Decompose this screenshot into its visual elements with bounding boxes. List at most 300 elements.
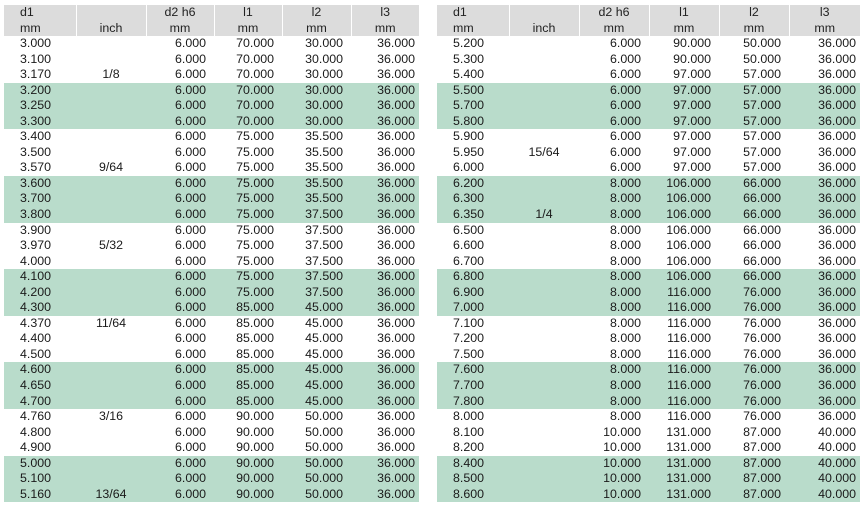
- cell-d1-mm: 8.500: [437, 471, 509, 487]
- cell-l2-mm: 57.000: [743, 160, 781, 175]
- size-table-right: [437, 5, 860, 502]
- cell-l3-mm: 36.000: [351, 176, 419, 192]
- cell-inch: [76, 129, 146, 145]
- cell-d2-mm: 6.000: [146, 471, 214, 487]
- cell-l2-mm: 45.000: [282, 394, 351, 410]
- cell-inch: [509, 425, 579, 441]
- cell-l1-mm: 116.000: [667, 346, 711, 361]
- cell-inch: [509, 378, 579, 394]
- cell-l2-mm: 66.000: [743, 253, 781, 268]
- cell-d1-mm: 5.000: [4, 456, 76, 472]
- cell-l1-mm: 90.000: [214, 471, 282, 487]
- cell-d2-mm: 10.000: [603, 424, 641, 439]
- cell-l3-mm: 36.000: [351, 207, 419, 223]
- cell-d2-mm: 8.000: [609, 222, 641, 237]
- cell-l1-mm: 106.000: [666, 238, 711, 253]
- cell-d2-mm: 8.000: [579, 207, 649, 223]
- cell-d1-mm: 4.650: [4, 378, 76, 394]
- cell-l3-mm: 36.000: [789, 362, 860, 378]
- cell-l2-mm: 76.000: [743, 331, 781, 346]
- cell-inch: [509, 67, 579, 83]
- table-row: [4, 176, 419, 192]
- cell-l3-mm: 36.000: [818, 331, 856, 346]
- cell-l3-mm: 36.000: [377, 51, 415, 66]
- cell-l2-mm: 76.000: [719, 285, 789, 301]
- cell-l1-mm: 90.000: [236, 440, 274, 455]
- table-row: [437, 114, 860, 130]
- table-row: [437, 316, 860, 332]
- cell-d1-mm: 3.200: [4, 83, 76, 99]
- cell-l2-mm: 66.000: [743, 222, 781, 237]
- cell-l3-mm: 40.000: [789, 487, 860, 503]
- cell-l2-mm: 45.000: [282, 362, 351, 378]
- cell-l1-mm: 75.000: [236, 222, 274, 237]
- cell-l1-mm: 75.000: [214, 176, 282, 192]
- cell-l3-mm: 36.000: [789, 176, 860, 192]
- cell-inch: [76, 254, 146, 270]
- cell-l1-mm: 70.000: [214, 114, 282, 130]
- cell-d1-mm: 4.800: [20, 424, 52, 439]
- cell-l3-mm: 36.000: [351, 394, 419, 410]
- cell-d2-mm: 8.000: [609, 315, 641, 330]
- cell-l2-mm: 76.000: [743, 346, 781, 361]
- cell-l3-mm: 36.000: [789, 98, 860, 114]
- cell-l1-mm: 90.000: [673, 51, 711, 66]
- cell-d1-mm: 6.800: [437, 269, 509, 285]
- cell-d1-mm: 3.250: [4, 98, 76, 114]
- cell-inch: [76, 98, 146, 114]
- cell-l2-mm: 30.000: [282, 114, 351, 130]
- cell-d1-mm: 3.570: [20, 160, 52, 175]
- cell-l2-mm: 76.000: [743, 315, 781, 330]
- cell-d1-mm: 6.600: [453, 238, 485, 253]
- cell-l1-mm: 97.000: [649, 98, 719, 114]
- cell-l2-mm: 37.500: [282, 285, 351, 301]
- cell-l2-mm: 45.000: [305, 331, 343, 346]
- cell-l2-mm: 57.000: [719, 98, 789, 114]
- cell-d1-mm: 4.100: [4, 269, 76, 285]
- cell-l2-mm: 76.000: [719, 378, 789, 394]
- cell-l1-mm: 70.000: [214, 83, 282, 99]
- cell-d2-mm: 6.000: [579, 83, 649, 99]
- cell-inch: 15/64: [528, 144, 560, 159]
- cell-l1-mm: 116.000: [667, 409, 711, 424]
- cell-l3-mm: 36.000: [789, 269, 860, 285]
- table-row: [4, 36, 419, 52]
- table-row: [437, 160, 860, 176]
- cell-l3-mm: 36.000: [818, 222, 856, 237]
- cell-d1-mm: 7.600: [437, 362, 509, 378]
- cell-l2-mm: 50.000: [743, 51, 781, 66]
- table-header: [437, 5, 860, 36]
- cell-inch: [76, 176, 146, 192]
- cell-d2-mm: 6.000: [174, 144, 206, 159]
- table-body: [4, 36, 419, 502]
- cell-l2-mm: 76.000: [719, 394, 789, 410]
- cell-d2-mm: 6.000: [146, 269, 214, 285]
- table-row: [4, 347, 419, 363]
- cell-l1-mm: 131.000: [649, 456, 719, 472]
- cell-d2-mm: 8.000: [579, 378, 649, 394]
- cell-d2-mm: 6.000: [174, 51, 206, 66]
- cell-l1-mm: 75.000: [214, 285, 282, 301]
- cell-l2-mm: 37.500: [282, 207, 351, 223]
- header-row-names: [437, 5, 860, 21]
- cell-l3-mm: 36.000: [789, 114, 860, 130]
- table-row: [437, 176, 860, 192]
- cell-inch: [76, 347, 146, 363]
- cell-l1-mm: 75.000: [214, 269, 282, 285]
- cell-l1-mm: 75.000: [236, 253, 274, 268]
- cell-l1-mm: 70.000: [236, 67, 274, 82]
- cell-l1-mm: 85.000: [214, 362, 282, 378]
- cell-l2-mm: 30.000: [305, 67, 343, 82]
- cell-d2-mm: 6.000: [174, 238, 206, 253]
- table-row: [437, 98, 860, 114]
- cell-inch: [509, 83, 579, 99]
- cell-d1-mm: 4.300: [4, 300, 76, 316]
- cell-l1-mm: 75.000: [236, 160, 274, 175]
- cell-l3-mm: 36.000: [377, 346, 415, 361]
- cell-inch: [76, 36, 146, 52]
- cell-inch: [509, 471, 579, 487]
- cell-l2-mm: 45.000: [305, 315, 343, 330]
- table-row: [437, 52, 860, 68]
- cell-l1-mm: 106.000: [649, 207, 719, 223]
- table-row: [4, 52, 419, 68]
- cell-l1-mm: 131.000: [649, 471, 719, 487]
- cell-l2-mm: 45.000: [282, 378, 351, 394]
- cell-d2-mm: 6.000: [174, 36, 206, 50]
- cell-d1-mm: 3.100: [20, 51, 52, 66]
- cell-l1-mm: 131.000: [666, 440, 711, 455]
- cell-l1-mm: 85.000: [214, 394, 282, 410]
- cell-l3-mm: 36.000: [818, 238, 856, 253]
- cell-inch: [76, 456, 146, 472]
- cell-d1-mm: 8.400: [437, 456, 509, 472]
- cell-l3-mm: 36.000: [818, 51, 856, 66]
- cell-d1-mm: 8.600: [437, 487, 509, 503]
- cell-l3-mm: 36.000: [377, 440, 415, 455]
- cell-d2-mm: 6.000: [146, 98, 214, 114]
- cell-l1-mm: 75.000: [214, 207, 282, 223]
- table-row: [437, 300, 860, 316]
- cell-inch: 1/4: [509, 207, 579, 223]
- cell-l3-mm: 36.000: [351, 487, 419, 503]
- cell-l1-mm: 85.000: [236, 346, 274, 361]
- cell-inch: [76, 362, 146, 378]
- cell-l2-mm: 76.000: [719, 300, 789, 316]
- cell-inch: 13/64: [76, 487, 146, 503]
- cell-d2-mm: 6.000: [609, 36, 641, 50]
- cell-d2-mm: 6.000: [174, 129, 206, 144]
- cell-l2-mm: 45.000: [282, 300, 351, 316]
- cell-l1-mm: 97.000: [673, 160, 711, 175]
- unit-l3: mm: [789, 21, 860, 37]
- cell-inch: [509, 98, 579, 114]
- table-row: [437, 362, 860, 378]
- cell-l1-mm: 70.000: [236, 36, 274, 50]
- cell-d1-mm: 4.900: [20, 440, 52, 455]
- cell-d1-mm: 6.350: [437, 207, 509, 223]
- cell-d2-mm: 8.000: [579, 362, 649, 378]
- unit-d2: mm: [579, 21, 649, 37]
- cell-d2-mm: 6.000: [174, 160, 206, 175]
- cell-d2-mm: 6.000: [609, 144, 641, 159]
- cell-d1-mm: 3.300: [4, 114, 76, 130]
- table-row: [4, 269, 419, 285]
- cell-l3-mm: 36.000: [351, 285, 419, 301]
- cell-l2-mm: 66.000: [719, 207, 789, 223]
- cell-d1-mm: 5.400: [453, 67, 485, 82]
- cell-d2-mm: 10.000: [579, 487, 649, 503]
- cell-l2-mm: 35.500: [282, 191, 351, 207]
- cell-inch: [509, 456, 579, 472]
- cell-inch: [509, 347, 579, 363]
- cell-d2-mm: 10.000: [603, 440, 641, 455]
- cell-l1-mm: 116.000: [649, 362, 719, 378]
- table-row: [437, 331, 860, 347]
- table-row: [4, 316, 419, 332]
- cell-d1-mm: 3.170: [20, 67, 52, 82]
- cell-l2-mm: 35.500: [305, 129, 343, 144]
- cell-d2-mm: 6.000: [146, 487, 214, 503]
- table-row: [4, 471, 419, 487]
- header-row-units: [437, 21, 860, 37]
- cell-l2-mm: 35.500: [305, 160, 343, 175]
- header-l2: l2: [719, 5, 789, 21]
- cell-d1-mm: 6.000: [453, 160, 485, 175]
- cell-l3-mm: 36.000: [789, 378, 860, 394]
- table-row: [437, 83, 860, 99]
- cell-l1-mm: 106.000: [649, 176, 719, 192]
- cell-d1-mm: 5.950: [453, 144, 485, 159]
- table-row: [437, 487, 860, 503]
- table-row: [4, 114, 419, 130]
- cell-l3-mm: 36.000: [377, 424, 415, 439]
- cell-d2-mm: 6.000: [609, 67, 641, 82]
- table-row: [437, 129, 860, 145]
- cell-l1-mm: 97.000: [649, 114, 719, 130]
- cell-inch: [509, 254, 579, 270]
- cell-l2-mm: 50.000: [305, 409, 343, 424]
- cell-l3-mm: 36.000: [818, 160, 856, 175]
- cell-d1-mm: 5.200: [453, 36, 485, 50]
- cell-d2-mm: 6.000: [174, 409, 206, 424]
- cell-l2-mm: 87.000: [719, 456, 789, 472]
- cell-inch: [509, 285, 579, 301]
- cell-l2-mm: 57.000: [719, 114, 789, 130]
- table-row: [4, 67, 419, 83]
- cell-d1-mm: 6.300: [437, 191, 509, 207]
- cell-l1-mm: 131.000: [649, 487, 719, 503]
- cell-l1-mm: 97.000: [649, 83, 719, 99]
- cell-d2-mm: 6.000: [174, 253, 206, 268]
- cell-l3-mm: 40.000: [789, 471, 860, 487]
- cell-l2-mm: 57.000: [743, 67, 781, 82]
- cell-d1-mm: 6.200: [437, 176, 509, 192]
- cell-l3-mm: 36.000: [818, 36, 856, 50]
- cell-l3-mm: 36.000: [377, 160, 415, 175]
- cell-l1-mm: 75.000: [236, 144, 274, 159]
- cell-l3-mm: 36.000: [377, 144, 415, 159]
- cell-l3-mm: 36.000: [377, 67, 415, 82]
- cell-inch: [76, 52, 146, 68]
- table-row: [4, 129, 419, 145]
- cell-l3-mm: 36.000: [351, 114, 419, 130]
- cell-inch: 5/32: [98, 238, 124, 253]
- cell-l2-mm: 45.000: [305, 346, 343, 361]
- table-row: [4, 456, 419, 472]
- table-row: [437, 394, 860, 410]
- cell-d1-mm: 6.700: [453, 253, 485, 268]
- cell-d2-mm: 6.000: [146, 176, 214, 192]
- cell-d1-mm: 7.500: [453, 346, 485, 361]
- cell-d2-mm: 6.000: [579, 98, 649, 114]
- table-body: [437, 36, 860, 502]
- cell-d1-mm: 7.700: [437, 378, 509, 394]
- table-header: [4, 5, 419, 36]
- header-d2: d2 h6: [579, 5, 649, 21]
- cell-d1-mm: 4.600: [4, 362, 76, 378]
- unit-l3: mm: [351, 21, 419, 37]
- cell-l1-mm: 90.000: [236, 409, 274, 424]
- header-l3: l3: [351, 5, 419, 21]
- header-d1: d1: [4, 5, 76, 21]
- cell-inch: [509, 238, 579, 254]
- cell-d1-mm: 8.000: [453, 409, 485, 424]
- cell-d2-mm: 6.000: [146, 114, 214, 130]
- header-inch-blank: [509, 5, 579, 21]
- cell-inch: [76, 378, 146, 394]
- cell-d2-mm: 8.000: [579, 300, 649, 316]
- cell-l3-mm: 36.000: [818, 253, 856, 268]
- unit-inch: inch: [509, 21, 579, 37]
- cell-l3-mm: 36.000: [818, 315, 856, 330]
- cell-d2-mm: 6.000: [146, 362, 214, 378]
- cell-l1-mm: 85.000: [236, 331, 274, 346]
- cell-l2-mm: 30.000: [282, 98, 351, 114]
- cell-d1-mm: 7.200: [453, 331, 485, 346]
- cell-l1-mm: 106.000: [666, 222, 711, 237]
- header-l1: l1: [214, 5, 282, 21]
- table-row: [437, 347, 860, 363]
- unit-d1: mm: [4, 21, 76, 37]
- table-row: [437, 269, 860, 285]
- cell-inch: [509, 176, 579, 192]
- cell-d1-mm: 3.700: [4, 191, 76, 207]
- cell-l2-mm: 50.000: [282, 456, 351, 472]
- cell-l3-mm: 36.000: [818, 144, 856, 159]
- cell-l3-mm: 36.000: [351, 98, 419, 114]
- cell-inch: [76, 83, 146, 99]
- cell-l2-mm: 50.000: [282, 487, 351, 503]
- cell-inch: [509, 36, 579, 52]
- cell-d2-mm: 6.000: [146, 394, 214, 410]
- cell-d2-mm: 6.000: [174, 67, 206, 82]
- cell-inch: [76, 440, 146, 456]
- cell-d2-mm: 8.000: [579, 394, 649, 410]
- cell-l3-mm: 36.000: [818, 409, 856, 424]
- table-row: [4, 83, 419, 99]
- cell-d2-mm: 6.000: [174, 315, 206, 330]
- cell-inch: [509, 160, 579, 176]
- cell-l1-mm: 75.000: [214, 191, 282, 207]
- cell-d2-mm: 6.000: [174, 331, 206, 346]
- cell-d2-mm: 8.000: [579, 285, 649, 301]
- cell-l3-mm: 36.000: [377, 222, 415, 237]
- header-l3: l3: [789, 5, 860, 21]
- cell-inch: [76, 114, 146, 130]
- cell-inch: [76, 191, 146, 207]
- table-row: [4, 425, 419, 441]
- cell-l3-mm: 36.000: [789, 191, 860, 207]
- cell-l3-mm: 36.000: [377, 238, 415, 253]
- cell-l1-mm: 116.000: [667, 331, 711, 346]
- cell-d1-mm: 5.500: [437, 83, 509, 99]
- table-row: [4, 238, 419, 254]
- cell-d1-mm: 3.000: [20, 36, 52, 50]
- size-table-left: [4, 5, 419, 502]
- cell-d2-mm: 6.000: [146, 83, 214, 99]
- cell-l1-mm: 116.000: [667, 315, 711, 330]
- cell-l2-mm: 50.000: [305, 424, 343, 439]
- cell-l1-mm: 106.000: [649, 191, 719, 207]
- cell-d2-mm: 6.000: [609, 160, 641, 175]
- cell-inch: 11/64: [95, 315, 127, 330]
- cell-inch: [509, 409, 579, 425]
- cell-l1-mm: 116.000: [649, 285, 719, 301]
- cell-d1-mm: 3.970: [20, 238, 52, 253]
- table-row: [437, 207, 860, 223]
- cell-l2-mm: 50.000: [282, 471, 351, 487]
- cell-d2-mm: 6.000: [174, 424, 206, 439]
- cell-inch: [76, 300, 146, 316]
- cell-d2-mm: 6.000: [146, 378, 214, 394]
- table-row: [437, 440, 860, 456]
- cell-d1-mm: 7.100: [453, 315, 485, 330]
- table-row: [4, 378, 419, 394]
- cell-l3-mm: 36.000: [818, 129, 856, 144]
- cell-inch: [76, 207, 146, 223]
- cell-d1-mm: 4.760: [20, 409, 52, 424]
- table-row: [437, 285, 860, 301]
- cell-d2-mm: 8.000: [609, 331, 641, 346]
- cell-l3-mm: 36.000: [789, 300, 860, 316]
- table-row: [4, 160, 419, 176]
- table-row: [4, 409, 419, 425]
- cell-l1-mm: 116.000: [649, 378, 719, 394]
- table-row: [4, 394, 419, 410]
- cell-inch: [76, 425, 146, 441]
- cell-l2-mm: 87.000: [743, 424, 781, 439]
- cell-l3-mm: 36.000: [351, 471, 419, 487]
- cell-d1-mm: 5.100: [4, 471, 76, 487]
- cell-inch: [509, 394, 579, 410]
- cell-l3-mm: 36.000: [351, 378, 419, 394]
- cell-inch: [76, 331, 146, 347]
- cell-l3-mm: 36.000: [377, 36, 415, 50]
- table-row: [4, 487, 419, 503]
- table-row: [437, 191, 860, 207]
- cell-d1-mm: 5.300: [453, 51, 485, 66]
- cell-l2-mm: 76.000: [743, 409, 781, 424]
- cell-d1-mm: 3.800: [4, 207, 76, 223]
- cell-l3-mm: 36.000: [377, 129, 415, 144]
- cell-inch: 3/16: [98, 409, 124, 424]
- cell-l3-mm: 36.000: [818, 346, 856, 361]
- header-l1: l1: [649, 5, 719, 21]
